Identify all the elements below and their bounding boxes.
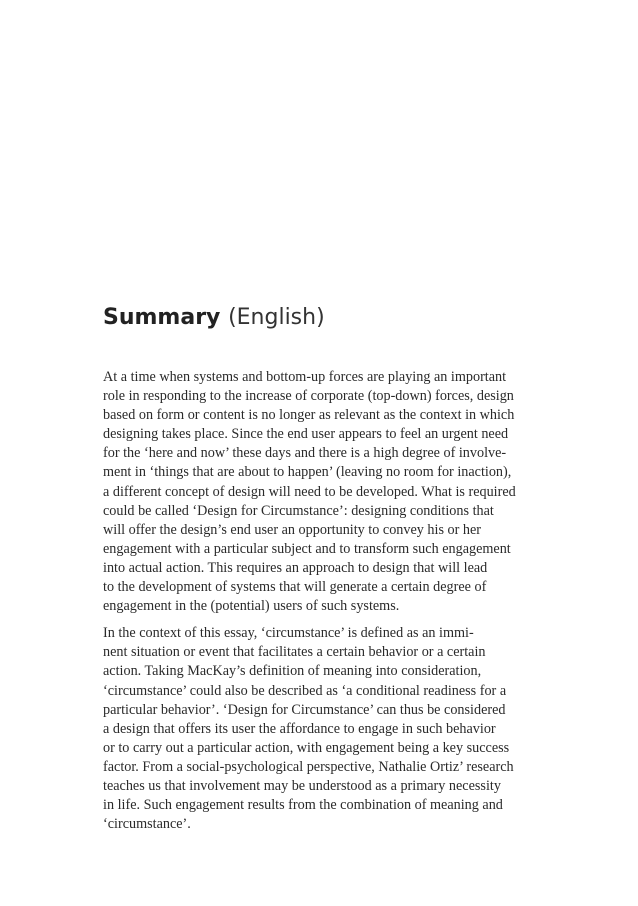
text-line: engagement with a particular subject and to transform such engagement	[103, 540, 511, 557]
section-heading	[103, 303, 325, 333]
text-line: In the context of this essay, ‘circumstance’ is defined as an immi-	[103, 625, 474, 642]
heading-title: Summary	[103, 305, 221, 330]
text-line: ‘circumstance’.	[103, 816, 191, 833]
text-line: to the development of systems that will generate a certain degree of	[103, 579, 487, 596]
text-line: ‘circumstance’ could also be described as ‘a conditional readiness for a	[103, 682, 507, 699]
text-line: factor. From a social-psychological perspective, Nathalie Ortiz’ research	[103, 758, 514, 775]
text-line: particular behavior’. ‘Design for Circumstance’ can thus be considered	[103, 701, 506, 718]
text-line: engagement in the (potential) users of such systems.	[103, 598, 400, 615]
paragraph-spacer	[103, 616, 516, 624]
text-line: action. Taking MacKay’s definition of meaning into consideration,	[103, 663, 482, 680]
text-line: could be called ‘Design for Circumstance’: designing conditions that	[103, 502, 494, 519]
text-line: into actual action. This requires an approach to design that will lead	[103, 559, 488, 576]
text-line: teaches us that involvement may be understood as a primary necessity	[103, 777, 501, 794]
text-line: At a time when systems and bottom-up forces are playing an important	[103, 369, 507, 385]
text-line: ment in ‘things that are about to happen’ (leaving no room for inaction),	[103, 464, 512, 481]
summary-body	[103, 368, 516, 834]
paragraph-1	[103, 368, 516, 616]
text-line: or to carry out a particular action, with engagement being a key success	[103, 739, 510, 756]
text-line: role in responding to the increase of corporate (top-down) forces, design	[103, 388, 514, 405]
text-line: designing takes place. Since the end user appears to feel an urgent need	[103, 426, 509, 443]
text-line: will offer the design’s end user an opportunity to convey his or her	[103, 521, 481, 538]
paragraph-2	[103, 624, 516, 834]
text-line: for the ‘here and now’ these days and there is a high degree of involve-	[103, 445, 507, 462]
text-line: a different concept of design will need to be developed. What is required	[103, 483, 516, 500]
heading-language: (English)	[228, 305, 325, 330]
text-line: nent situation or event that facilitates a certain behavior or a certain	[103, 644, 486, 661]
text-line: in life. Such engagement results from the combination of meaning and	[103, 797, 503, 814]
text-line: based on form or content is no longer as relevant as the context in which	[103, 407, 515, 424]
text-line: a design that offers its user the affordance to engage in such behavior	[103, 720, 496, 737]
